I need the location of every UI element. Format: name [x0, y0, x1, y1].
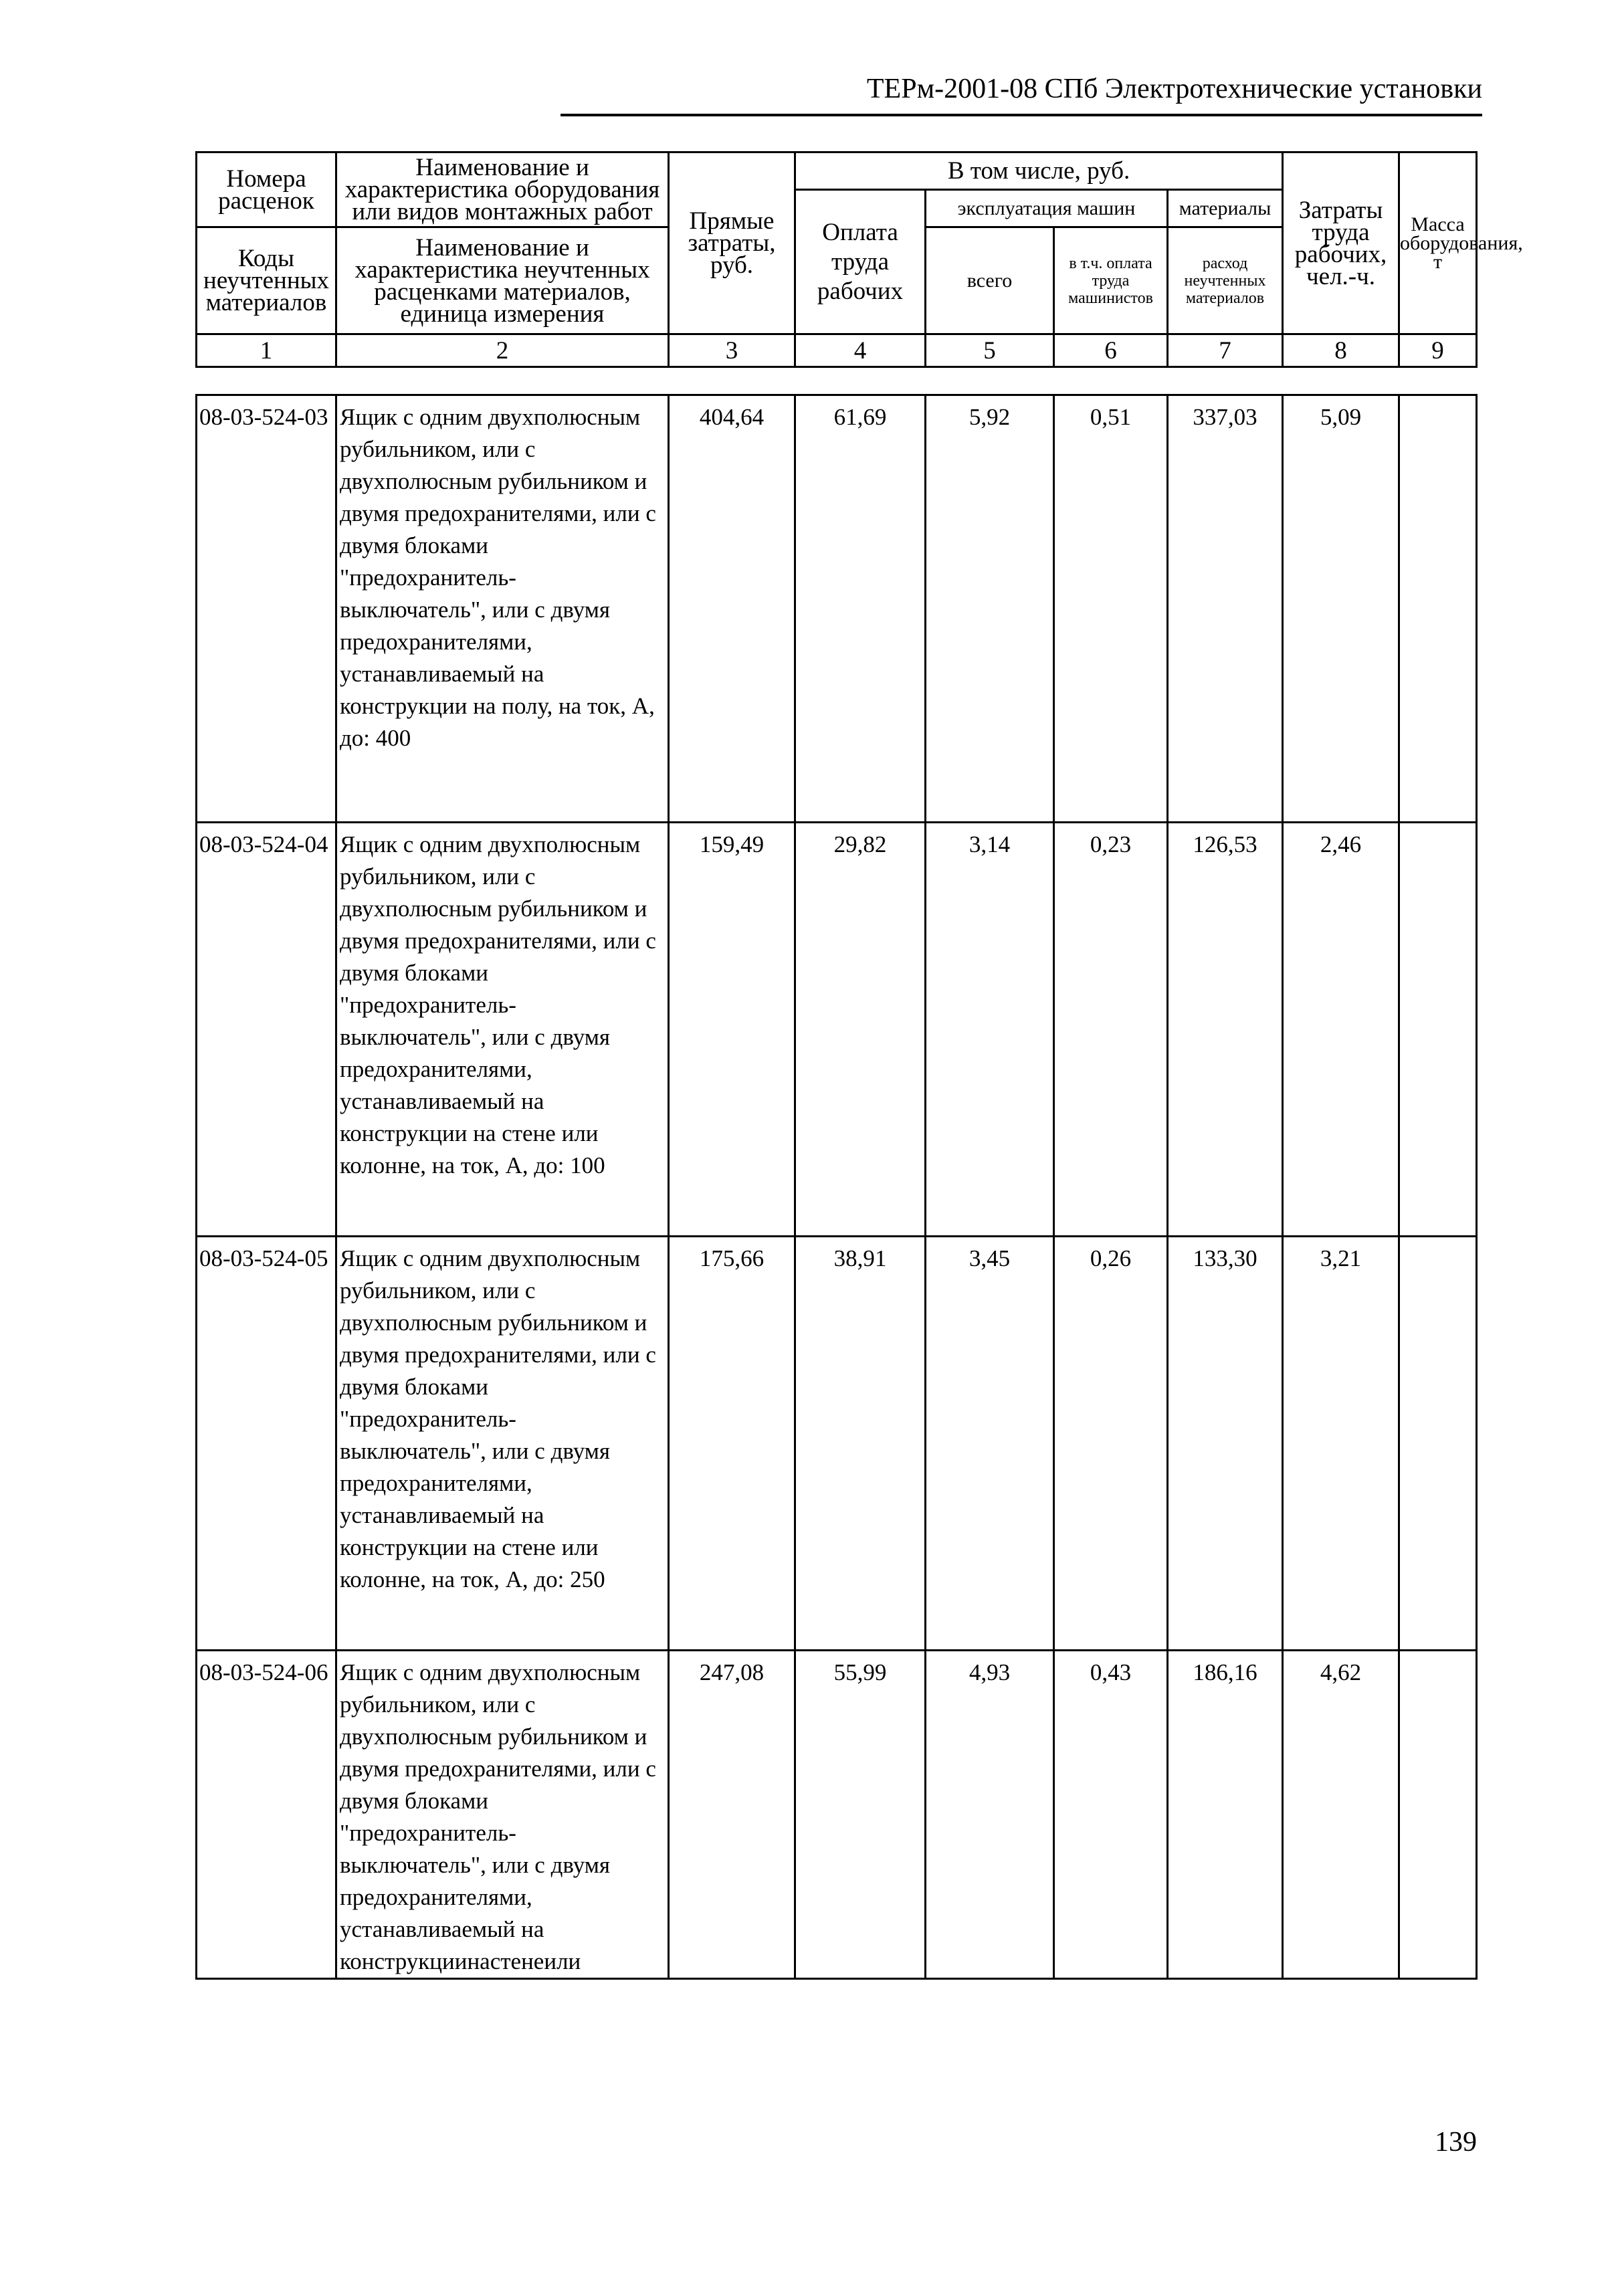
- description-line: "предохранитель-: [340, 1406, 516, 1432]
- column-number: 5: [926, 334, 1054, 367]
- header-equipment-mass: Масса оборудования, т: [1399, 152, 1477, 334]
- description-line: Ящик с одним двухполюсным: [340, 404, 641, 430]
- description-line: двумя блоками: [340, 960, 488, 986]
- description-line: "предохранитель-: [340, 992, 516, 1018]
- equipment-mass-cell: [1399, 395, 1477, 823]
- labor-wages-cell: 29,82: [795, 823, 926, 1237]
- direct-costs-cell: 247,08: [669, 1651, 795, 1979]
- description-line: двухполюсным рубильником и: [340, 1724, 647, 1750]
- rate-code-cell: 08-03-524-05: [197, 1237, 336, 1651]
- header-unaccounted-materials: Наименование и характеристика неучтенных расценками материалов, единица измерения: [336, 227, 669, 334]
- equipment-mass-cell: [1399, 823, 1477, 1237]
- header-including-group: В том числе, руб.: [795, 152, 1283, 190]
- machinist-wages-cell: 0,26: [1054, 1237, 1168, 1651]
- table-row: [197, 1651, 1477, 1979]
- header-labor-wages: Оплата труда рабочих: [795, 190, 926, 334]
- description-line: устанавливаемый на: [340, 661, 544, 687]
- description-line: выключатель", или с двумя: [340, 1024, 610, 1050]
- rate-code-cell: 08-03-524-03: [197, 395, 336, 823]
- direct-costs-cell: 175,66: [669, 1237, 795, 1651]
- labor-wages-cell: 55,99: [795, 1651, 926, 1979]
- materials-cell: 337,03: [1168, 395, 1283, 823]
- header-rate-numbers: Номера расценок: [197, 152, 336, 227]
- column-number: 8: [1283, 334, 1399, 367]
- description-line: двумя блоками: [340, 532, 488, 558]
- description-line: конструкции на стене или: [340, 1120, 599, 1146]
- description-line: Ящик с одним двухполюсным: [340, 831, 641, 857]
- table-row: [197, 395, 1477, 823]
- description-line: конструкциинастенеили: [340, 1948, 581, 1974]
- column-number: 7: [1168, 334, 1283, 367]
- description-line: двумя блоками: [340, 1374, 488, 1400]
- materials-cell: 126,53: [1168, 823, 1283, 1237]
- machines-total-cell: 3,14: [926, 823, 1054, 1237]
- rate-code-cell: 08-03-524-04: [197, 823, 336, 1237]
- description-line: выключатель", или с двумя: [340, 1852, 610, 1878]
- description-line: Ящик с одним двухполюсным: [340, 1659, 641, 1685]
- machines-total-cell: 5,92: [926, 395, 1054, 823]
- description-line: выключатель", или с двумя: [340, 1438, 610, 1464]
- table-row: [197, 823, 1477, 1237]
- column-number: 2: [336, 334, 669, 367]
- running-header: ТЕРм-2001-08 СПб Электротехнические установки: [866, 74, 1482, 104]
- equipment-mass-cell: [1399, 1237, 1477, 1651]
- rates-table: [195, 394, 1478, 1980]
- table-row: [197, 1237, 1477, 1651]
- header-materials: материалы: [1168, 190, 1283, 227]
- materials-cell: 186,16: [1168, 1651, 1283, 1979]
- description-line: двухполюсным рубильником и: [340, 896, 647, 922]
- header-unaccounted-consumption: расход неучтенных материалов: [1168, 227, 1283, 334]
- header-direct-costs: Прямые затраты, руб.: [669, 152, 795, 334]
- description-line: двухполюсным рубильником и: [340, 468, 647, 494]
- direct-costs-cell: 404,64: [669, 395, 795, 823]
- description-line: устанавливаемый на: [340, 1502, 544, 1528]
- description-line: конструкции на полу, на ток, А,: [340, 693, 655, 719]
- machinist-wages-cell: 0,51: [1054, 395, 1168, 823]
- description-line: предохранителями,: [340, 1470, 532, 1496]
- description-line: рубильником, или с: [340, 1277, 536, 1304]
- column-number: 6: [1054, 334, 1168, 367]
- description-line: двумя блоками: [340, 1788, 488, 1814]
- labor-wages-cell: 61,69: [795, 395, 926, 823]
- description-line: "предохранитель-: [340, 1820, 516, 1846]
- header-rule: [561, 114, 1482, 116]
- machinist-wages-cell: 0,43: [1054, 1651, 1168, 1979]
- labor-hours-cell: 5,09: [1283, 395, 1399, 823]
- header-machines-total: всего: [926, 227, 1054, 334]
- description-line: двумя предохранителями, или с: [340, 500, 656, 526]
- column-number: 4: [795, 334, 926, 367]
- description-line: выключатель", или с двумя: [340, 597, 610, 623]
- description-line: двумя предохранителями, или с: [340, 928, 656, 954]
- description-line: рубильником, или с: [340, 1691, 536, 1718]
- description-line: конструкции на стене или: [340, 1534, 599, 1560]
- equipment-mass-cell: [1399, 1651, 1477, 1979]
- description-line: колонне, на ток, А, до: 250: [340, 1566, 605, 1592]
- header-unaccounted-codes: Коды неучтенных материалов: [197, 227, 336, 334]
- description-line: устанавливаемый на: [340, 1916, 544, 1942]
- column-number: 1: [197, 334, 336, 367]
- header-machine-operation: эксплуатация машин: [926, 190, 1168, 227]
- column-header-table: [195, 151, 1523, 368]
- work-description-cell: [336, 1237, 669, 1651]
- description-line: предохранителями,: [340, 629, 532, 655]
- description-line: двумя предохранителями, или с: [340, 1756, 656, 1782]
- labor-hours-cell: 3,21: [1283, 1237, 1399, 1651]
- description-line: предохранителями,: [340, 1884, 532, 1910]
- description-line: колонне, на ток, А, до: 100: [340, 1152, 605, 1178]
- page-number: 139: [1435, 2127, 1477, 2158]
- labor-hours-cell: 2,46: [1283, 823, 1399, 1237]
- description-line: до: 400: [340, 725, 411, 751]
- description-line: "предохранитель-: [340, 564, 516, 591]
- materials-cell: 133,30: [1168, 1237, 1283, 1651]
- header-labor-hours: Затраты труда рабочих, чел.-ч.: [1283, 152, 1399, 334]
- work-description-cell: [336, 1651, 669, 1979]
- direct-costs-cell: 159,49: [669, 823, 795, 1237]
- machines-total-cell: 3,45: [926, 1237, 1054, 1651]
- description-line: двумя предохранителями, или с: [340, 1342, 656, 1368]
- description-line: рубильником, или с: [340, 863, 536, 890]
- description-line: устанавливаемый на: [340, 1088, 544, 1114]
- description-line: рубильником, или с: [340, 436, 536, 462]
- machines-total-cell: 4,93: [926, 1651, 1054, 1979]
- labor-hours-cell: 4,62: [1283, 1651, 1399, 1979]
- header-machinist-wages: в т.ч. оплата труда машинистов: [1054, 227, 1168, 334]
- work-description-cell: [336, 395, 669, 823]
- machinist-wages-cell: 0,23: [1054, 823, 1168, 1237]
- column-number-row: [197, 334, 1477, 367]
- column-number: 9: [1399, 334, 1477, 367]
- labor-wages-cell: 38,91: [795, 1237, 926, 1651]
- description-line: двухполюсным рубильником и: [340, 1310, 647, 1336]
- work-description-cell: [336, 823, 669, 1237]
- description-line: Ящик с одним двухполюсным: [340, 1245, 641, 1271]
- header-work-description: Наименование и характеристика оборудования или видов монтажных работ: [336, 152, 669, 227]
- column-number: 3: [669, 334, 795, 367]
- rate-code-cell: 08-03-524-06: [197, 1651, 336, 1979]
- description-line: предохранителями,: [340, 1056, 532, 1082]
